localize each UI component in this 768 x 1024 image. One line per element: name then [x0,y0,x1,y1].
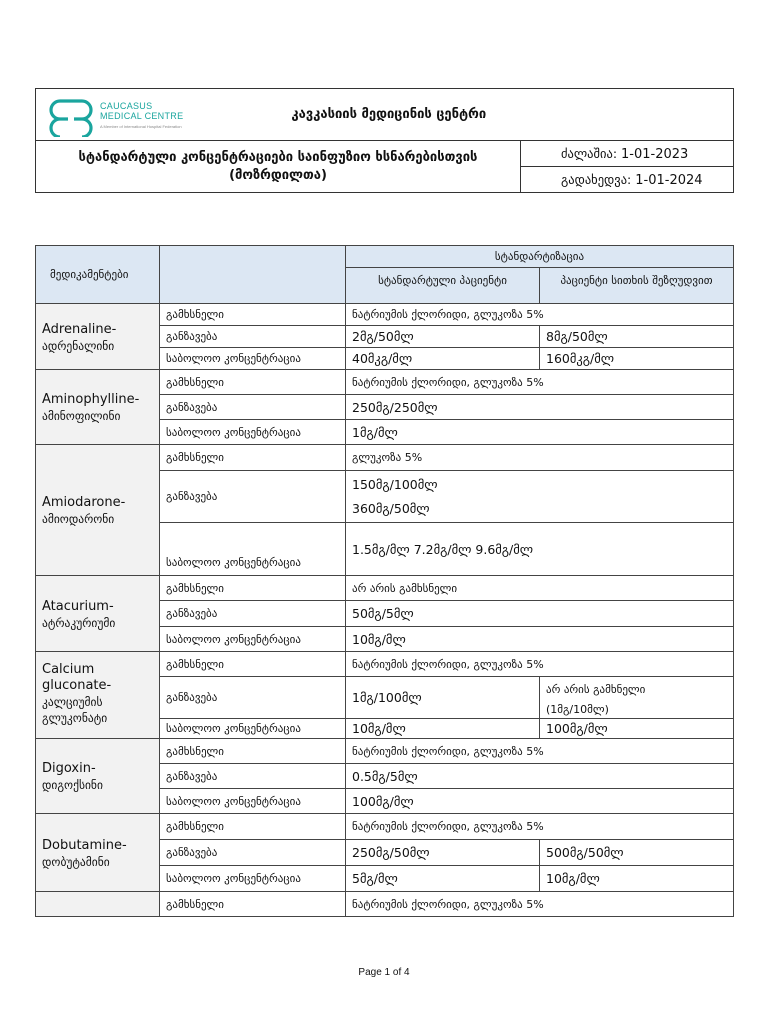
cell-value: 1.5მგ/მლ 7.2მგ/მლ 9.6მგ/მლ [346,523,734,576]
review-value: 1-01-2024 [635,172,703,188]
drug-name: Amiodarone- [42,495,126,510]
cell-value: 2მგ/50მლ [346,326,540,348]
row-label: საბოლოო კონცენტრაცია [160,523,346,576]
row-label: გამხსნელი [160,739,346,764]
table-row [36,304,734,326]
row-label: გამხსნელი [160,652,346,677]
drug-name-ge: დიგოქსინი [42,778,103,792]
cell-value: 0.5მგ/5მლ [346,764,734,789]
document-title [36,141,521,193]
cell-value: 500მგ/50მლ [540,840,734,866]
col-blank [160,246,346,304]
col-standardization: სტანდარტიზაცია [346,246,734,268]
cell-text: არ არის გამხნელი [546,683,646,696]
cell-value: 10მგ/მლ [346,627,734,652]
row-label: გამხსნელი [160,814,346,840]
logo [36,93,521,137]
cell-value: 160მკგ/მლ [540,348,734,370]
logo-cell [36,89,521,141]
drug-name: gluconate- [42,678,112,693]
cell-value: ნატრიუმის ქლორიდი, გლუკოზა 5% [346,652,734,677]
logo-text: CAUCASUS [100,100,153,111]
cell-value: ნატრიუმის ქლორიდი, გლუკოზა 5% [346,892,734,917]
medications-table [35,245,734,917]
cell-value: 100მგ/მლ [540,719,734,739]
cell-value [540,677,734,719]
col-fluid-restricted [540,268,734,304]
table-row [36,814,734,840]
drug-name: Atacurium- [42,598,114,614]
row-label: გამხსნელი [160,892,346,917]
row-label: განზავება [160,677,346,719]
title-line: სტანდარტული კონცენტრაციები საინფუზიო ხსნარებისთვის [78,149,478,165]
drug-name-cell [36,739,160,814]
row-label: განზავება [160,601,346,627]
table-row [36,652,734,677]
cell-value: ნატრიუმის ქლორიდი, გლუკოზა 5% [346,814,734,840]
drug-name: Aminophylline- [42,392,140,407]
col-standard-patient-text: სტანდარტული პაციენტი [378,273,507,287]
drug-name: Calcium [42,662,95,677]
header-blank [521,89,734,141]
drug-name-ge: ამიოდარონი [42,512,115,526]
drug-name-cell [36,814,160,892]
drug-name-cell [36,445,160,576]
drug-name-ge: დობუტამინი [42,854,110,869]
row-label: საბოლოო კონცენტრაცია [160,789,346,814]
dilution-option: 150მგ/100მლ [352,476,438,492]
drug-name-cell [36,576,160,652]
drug-name-cell [36,370,160,445]
row-label: საბოლოო კონცენტრაცია [160,627,346,652]
row-label: საბოლოო კონცენტრაცია [160,420,346,445]
cell-value: 40მკგ/მლ [346,348,540,370]
row-label: განზავება [160,764,346,789]
cell-value: 250მგ/250მლ [346,395,734,420]
row-label: საბოლოო კონცენტრაცია [160,866,346,892]
drug-name-ge: კალციუმის [42,695,103,709]
cell-value: 100მგ/მლ [346,789,734,814]
row-label: გამხსნელი [160,370,346,395]
drug-name-cell [36,892,160,917]
drug-name-cell [36,304,160,370]
cell-value: გლუკოზა 5% [346,445,734,471]
cell-value: 5მგ/მლ [346,866,540,892]
cell-value: არ არის გამხსნელი [346,576,734,601]
cell-value: ნატრიუმის ქლორიდი, გლუკოზა 5% [346,370,734,395]
col-medicines: მედიკამენტები [36,246,160,304]
row-label: საბოლოო კონცენტრაცია [160,348,346,370]
drug-name-ge: ადრენალინი [42,338,115,353]
drug-name-ge: ამინოფილინი [42,409,121,423]
page-number: Page 1 of 4 [358,967,410,978]
valid-from [521,141,734,167]
caucasus-logo-icon [46,93,96,137]
cell-value: 10მგ/მლ [540,866,734,892]
drug-name-ge: გლუკონატი [42,711,108,725]
row-label: განზავება [160,840,346,866]
row-label: გამხსნელი [160,445,346,471]
table-row [36,370,734,395]
dilution-option: 360მგ/50მლ [352,500,430,516]
cell-text: (1მგ/10მლ) [546,703,609,716]
row-label: გამხსნელი [160,576,346,601]
logo-tagline: A Member of International Hospital Federation [100,123,182,129]
drug-name: Digoxin- [42,761,96,776]
cell-value: ნატრიუმის ქლორიდი, გლუკოზა 5% [346,739,734,764]
table-row [36,739,734,764]
org-name: კავკასიის მედიცინის ცენტრი [291,107,487,122]
row-label: განზავება [160,395,346,420]
title-line: (მოზრდილთა) [229,167,327,183]
table-row [36,576,734,601]
cell-value: ნატრიუმის ქლორიდი, გლუკოზა 5% [346,304,734,326]
drug-name: Adrenaline- [42,321,117,337]
row-label: საბოლოო კონცენტრაცია [160,719,346,739]
drug-name-ge: ატრაკურიუმი [42,615,116,630]
cell-value: 50მგ/5მლ [346,601,734,627]
table-row [36,445,734,471]
cell-value [346,471,734,523]
valid-value: 1-01-2023 [621,146,689,162]
cell-value: 1მგ/მლ [346,420,734,445]
row-label: გამხსნელი [160,304,346,326]
col-standard-patient [346,268,540,304]
drug-name-cell [36,652,160,739]
cell-value: 8მგ/50მლ [540,326,734,348]
review-date [521,167,734,193]
review-label: გადახედვა: [561,171,632,187]
row-label: განზავება [160,326,346,348]
document-header [35,88,734,193]
table-row [36,892,734,917]
col-fluid-restricted-text: პაციენტი სითხის შეზღუდვით [560,273,713,287]
valid-label: ძალაშია: [561,145,618,161]
cell-value: 250მგ/50მლ [346,840,540,866]
drug-name: Dobutamine- [42,837,127,853]
logo-text: MEDICAL CENTRE [100,110,184,121]
row-label: განზავება [160,471,346,523]
cell-value: 1მგ/100მლ [346,677,540,719]
cell-value: 10მგ/მლ [346,719,540,739]
